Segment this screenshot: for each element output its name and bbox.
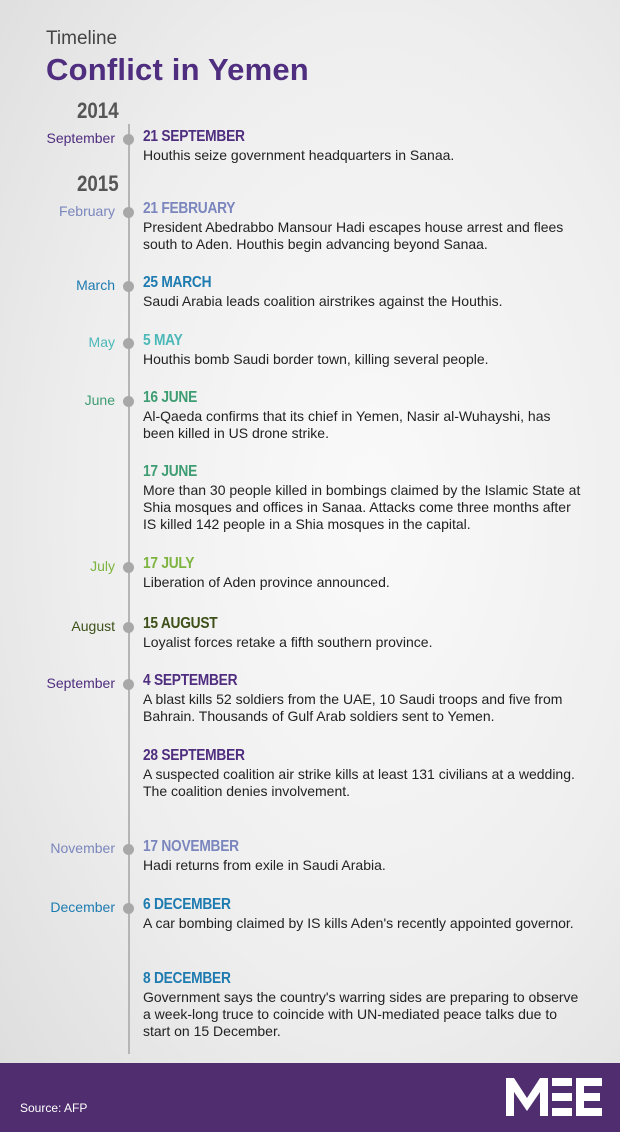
event-date: 17 NOVEMBER bbox=[143, 838, 239, 855]
event bbox=[143, 747, 583, 800]
month-label: February bbox=[58, 203, 115, 219]
event-date: 4 SEPTEMBER bbox=[143, 672, 238, 689]
event bbox=[143, 463, 583, 533]
event-text: Hadi returns from exile in Saudi Arabia. bbox=[143, 857, 386, 873]
timeline-dot bbox=[123, 844, 134, 855]
event-text: Houthis bomb Saudi border town, killing several people. bbox=[143, 351, 489, 367]
month-label: November bbox=[50, 840, 115, 856]
event bbox=[143, 970, 583, 1040]
footer bbox=[0, 1063, 620, 1132]
event-text: Al-Qaeda confirms that its chief in Yemen, Nasir al-Wuhayshi, has been killed in US drone strike. bbox=[143, 408, 551, 441]
timeline-dot bbox=[123, 134, 134, 145]
month-label: September bbox=[46, 675, 115, 691]
timeline-dot bbox=[123, 281, 134, 292]
month-label: September bbox=[46, 130, 115, 146]
event-date: 5 MAY bbox=[143, 332, 183, 349]
event bbox=[143, 332, 583, 368]
month-label: December bbox=[50, 899, 115, 915]
event-text: Saudi Arabia leads coalition airstrikes against the Houthis. bbox=[143, 293, 503, 309]
event-text: President Abedrabbo Mansour Hadi escapes house arrest and flees south to Aden. Houthis begin advancing beyond Sanaa. bbox=[143, 219, 564, 252]
event-date: 15 AUGUST bbox=[143, 615, 218, 632]
month-label: March bbox=[76, 277, 115, 293]
timeline-dot bbox=[123, 338, 134, 349]
event-text: Loyalist forces retake a fifth southern province. bbox=[143, 634, 433, 650]
event-text: Houthis seize government headquarters in Sanaa. bbox=[143, 147, 455, 163]
event-text: The coalition denies involvement. bbox=[143, 783, 351, 799]
mee-logo bbox=[506, 1078, 602, 1116]
event-text: A car bombing claimed by IS kills Aden's recently appointed governor. bbox=[143, 915, 574, 931]
month-label: August bbox=[71, 618, 115, 634]
event bbox=[143, 274, 583, 310]
event-text: A suspected coalition air strike kills at least 131 civilians at a wedding. bbox=[143, 766, 575, 782]
year-label: 2014 bbox=[77, 98, 119, 123]
event-date: 17 JUNE bbox=[143, 463, 198, 480]
event bbox=[143, 838, 583, 874]
kicker: Timeline bbox=[46, 28, 118, 49]
timeline-line bbox=[128, 124, 130, 1054]
month-label: June bbox=[84, 392, 115, 408]
event-text: Government says the country's warring sides are preparing to observe a week-long truce to coincide with UN-mediated peace talks due to start on 15 December. bbox=[143, 989, 579, 1039]
timeline-dot bbox=[123, 207, 134, 218]
event-date: 28 SEPTEMBER bbox=[143, 747, 245, 764]
event-text: A blast kills 52 soldiers from the UAE, 10 Saudi troops and five from Bahrain. Thousands of Gulf Arab soldiers sent to Yemen. bbox=[143, 691, 563, 724]
event bbox=[143, 672, 583, 725]
event-date: 17 JULY bbox=[143, 555, 195, 572]
event bbox=[143, 896, 583, 932]
event bbox=[143, 555, 583, 591]
event bbox=[143, 389, 583, 442]
event-date: 21 SEPTEMBER bbox=[143, 128, 245, 145]
event-date: 16 JUNE bbox=[143, 389, 198, 406]
event-date: 8 DECEMBER bbox=[143, 970, 231, 987]
event-date: 6 DECEMBER bbox=[143, 896, 231, 913]
event-date: 25 MARCH bbox=[143, 274, 212, 291]
event bbox=[143, 200, 583, 253]
page-title: Conflict in Yemen bbox=[46, 52, 309, 87]
timeline-dot bbox=[123, 562, 134, 573]
month-label: July bbox=[90, 558, 115, 574]
source-note: Source: AFP bbox=[20, 1101, 88, 1115]
year-label: 2015 bbox=[77, 171, 119, 196]
timeline-dot bbox=[123, 903, 134, 914]
month-label: May bbox=[88, 334, 115, 350]
event-date: 21 FEBRUARY bbox=[143, 200, 236, 217]
event bbox=[143, 615, 583, 651]
event-text: More than 30 people killed in bombings claimed by the Islamic State at Shia mosques and offices in Sanaa. Attacks come three months after IS killed 142 people in a Shia mosques in the capital. bbox=[143, 482, 581, 532]
timeline-dot bbox=[123, 396, 134, 407]
timeline-dot bbox=[123, 679, 134, 690]
event bbox=[143, 128, 583, 164]
timeline-dot bbox=[123, 622, 134, 633]
event-text: Liberation of Aden province announced. bbox=[143, 574, 390, 590]
